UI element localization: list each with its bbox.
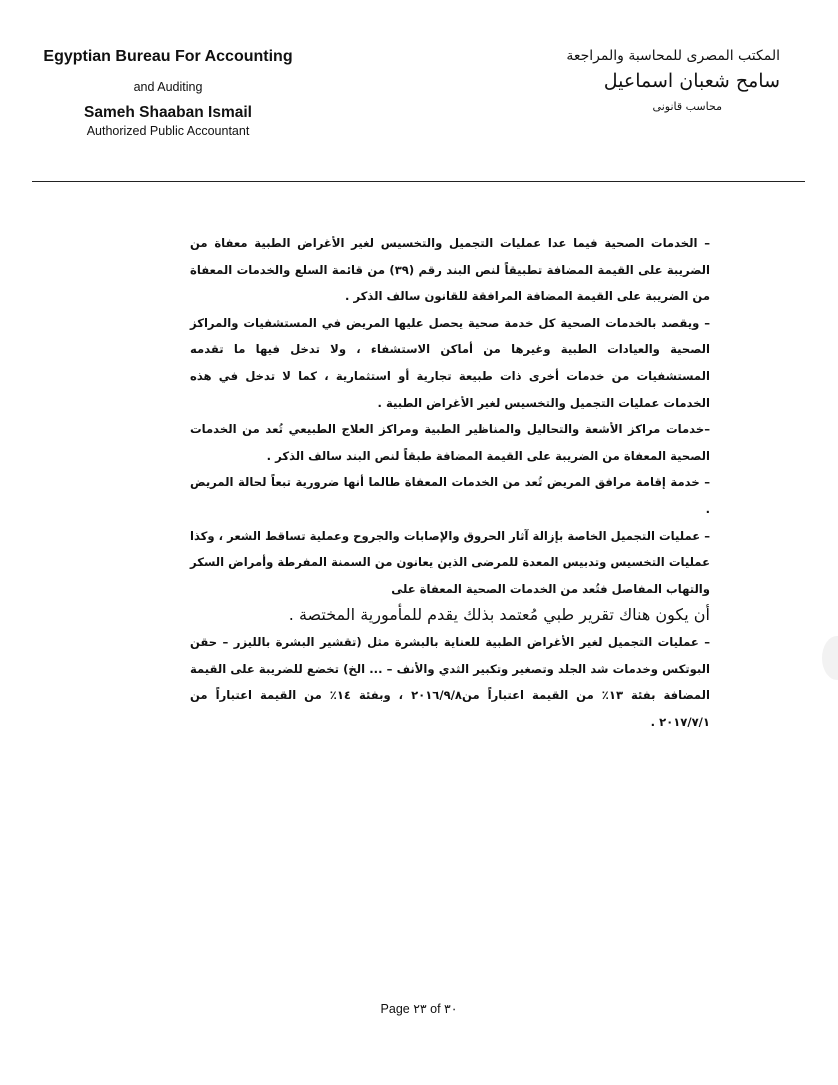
header-english-block	[18, 48, 318, 138]
document-body	[190, 230, 710, 735]
paragraph-nonmedical-cosmetic: – عمليات التجميل لغير الأغراض الطبية للعناية بالبشرة مثل (تقشير البشرة بالليزر – حقن البوتكس وخدمات شد الجلد وتصغير وتكبير الثدي والأنف – ... الخ) تخضع للضريبة على القيمة المضافة بفئة ١٣٪ من القيمة اعتباراً من٢٠١٦/٩/٨ ، وبفئة ١٤٪ من القيمة اعتباراً من ٢٠١٧/٧/١ .	[190, 634, 710, 729]
paragraph-radiology: –خدمات مراكز الأشعة والتحاليل والمناظير الطبية ومراكز العلاج الطبيعي تُعد من الخدمات الصحية المعفاة من الضريبة على القيمة المضافة طبقاً لنص البند سالف الذكر .	[190, 422, 710, 463]
bureau-name-en-cont: and Auditing	[133, 80, 203, 94]
scroll-edge-decoration	[822, 636, 838, 680]
paragraph-companion: – خدمة إقامة مرافق المريض تُعد من الخدمات المعفاة طالما أنها ضرورية تبعاً لحالة المريض .	[190, 475, 710, 516]
paragraph-definition: – ويقصد بالخدمات الصحية كل خدمة صحية يحصل عليها المريض في المستشفيات والمراكز الصحية والعيادات الطبية وغيرها من أماكن الاستشفاء ، ولا تدخل فيها ما تقدمه المستشفيات من خدمات أخرى ذات طبيعة تجارية أو استثمارية ، كما لا تدخل في هذه الخدمات عمليات التجميل والتخسيس لغير الأغراض الطبية .	[190, 315, 710, 410]
accountant-title-en: Authorized Public Accountant	[86, 124, 250, 138]
accountant-title-ar: محاسب قانونى	[652, 100, 722, 113]
accountant-name-ar: سامح شعبان اسماعيل	[603, 70, 780, 92]
page-number: Page ٢٣ of ٣٠	[380, 1002, 458, 1016]
bureau-name-en: Egyptian Bureau For Accounting	[43, 48, 293, 65]
bureau-name-ar: المكتب المصرى للمحاسبة والمراجعة	[566, 48, 780, 64]
paragraph-medical-cosmetic: – عمليات التجميل الخاصة بإزالة آثار الحروق والإصابات والجروح وعملية تساقط الشعر ، وكذا عمليات التخسيس وتدبيس المعدة للمرضى الذين يعانون من السمنة المفرطة وأمراض السكر والتهاب المفاصل فتُعد من الخدمات الصحية المعفاة على	[190, 528, 710, 596]
header-arabic-block	[520, 48, 780, 113]
paragraph-health-services: – الخدمات الصحية فيما عدا عمليات التجميل والتخسيس لغير الأغراض الطبية معفاة من الضريبة على القيمة المضافة تطبيقاً لنص البند رقم (٣٩) من قائمة السلع والخدمات المعفاة من الضريبة على القيمة المضافة المرافقة للقانون سالف الذكر .	[190, 236, 710, 304]
header-divider	[32, 181, 805, 182]
accountant-name-en: Sameh Shaaban Ismail	[84, 104, 252, 121]
paragraph-medical-report: أن يكون هناك تقرير طبي مُعتمد بذلك يقدم للمأمورية المختصة .	[288, 605, 710, 625]
